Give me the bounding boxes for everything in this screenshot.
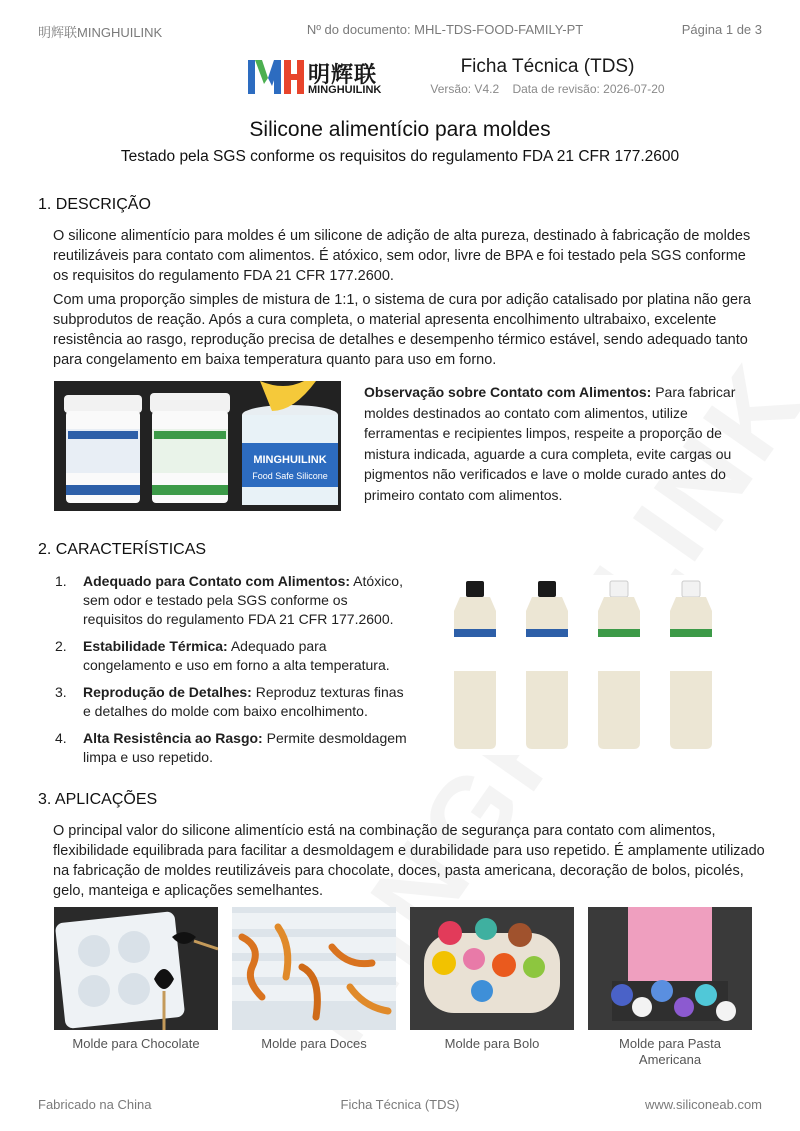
company-logo [246, 56, 386, 100]
section-heading-features: 2. CARACTERÍSTICAS [38, 541, 207, 558]
tds-meta [425, 82, 670, 96]
section-heading-applications: 3. APLICAÇÕES [38, 791, 158, 808]
application-card-candy [232, 907, 396, 1052]
logo-chinese-name: 明辉联 [308, 62, 378, 87]
application-card-cake [410, 907, 574, 1052]
feature-text: Atóxico, sem odor e testado pela SGS conforme os requisitos do regulamento FDA 21 CFR 177.2600. [83, 573, 403, 627]
document-number: Nº do documento: MHL-TDS-FOOD-FAMILY-PT [306, 22, 584, 37]
feature-text: Adequado para congelamento e uso em forno a alta temperatura. [83, 638, 390, 673]
features-list [55, 572, 410, 775]
card-caption: Molde para Chocolate [72, 1036, 200, 1051]
application-card-fondant [588, 907, 752, 1068]
feature-label: Alta Resistência ao Rasgo: [83, 730, 263, 746]
feature-number: 1. [55, 573, 67, 589]
applications-gallery [54, 907, 754, 1067]
footer-origin: Fabricado na China [38, 1097, 152, 1112]
jar-brand-label: MINGHUILINK [253, 454, 327, 466]
footer-doc-type: Ficha Técnica (TDS) [340, 1097, 460, 1112]
description-paragraph-2: Com uma proporção simples de mistura de 1:1, o sistema de cura por adição catalisado por platina não gera subprodutos de reação. Após a cura completa, o material apresenta encolhimento ultrabaixo, excelente resistência ao rasgo, reprodução precisa de detalhes e desempenho térmico estável, sendo adequado tanto para congelamento em baixa temperatura quanto para uso em forno. [53, 292, 751, 368]
note-label: Observação sobre Contato com Alimentos: [364, 384, 652, 400]
card-caption: Molde para Doces [261, 1036, 367, 1051]
card-caption: Molde para Pasta Americana [619, 1036, 721, 1067]
candy-mold-image [232, 907, 396, 1030]
note-text: Para fabricar moldes destinados ao contato com alimentos, utilize ferramentas e recipientes limpos, respeite a proporção de mistura indicada, aguarde a cura completa, evite cargas ou pigmentos não verificados e lave o molde curado antes do primeiro contato com alimentos. [364, 384, 736, 503]
logo-english-name: MINGHUILINK [308, 84, 382, 96]
tds-title: Ficha Técnica (TDS) [460, 56, 635, 77]
description-paragraph-1: O silicone alimentício para moldes é um silicone de adição de alta pureza, destinado à fabricação de moldes reutilizáveis para contato com alimentos. É atóxico, sem odor, livre de BPA e foi testado pela SGS conforme os requisitos do regulamento FDA 21 CFR 177.2600. [53, 228, 751, 284]
feature-number: 4. [55, 730, 67, 746]
product-jars-image [54, 381, 341, 511]
revision-date: Data de revisão: 2026-07-20 [512, 82, 665, 96]
feature-label: Adequado para Contato com Alimentos: [83, 573, 351, 589]
footer-website-link[interactable]: www.siliconeab.com [644, 1097, 762, 1112]
feature-label: Reprodução de Detalhes: [83, 684, 252, 700]
document-title: Silicone alimentício para moldes [249, 118, 551, 141]
chocolate-mold-image [54, 907, 218, 1030]
list-item [55, 729, 410, 767]
jar-sub-label: Food Safe Silicone [252, 471, 328, 481]
list-item [55, 572, 410, 629]
feature-number: 2. [55, 638, 67, 654]
applications-paragraph: O principal valor do silicone alimentício está na combinação de segurança para contato com alimentos, flexibilidade equilibrada para facilitar a desmoldagem e durabilidade para uso repetido. É amplamente utilizado na fabricação de moldes reutilizáveis para chocolate, doces, pasta americana, decoração de bolos, picolés, gelo, manteiga e aplicações semelhantes. [53, 823, 765, 899]
feature-label: Estabilidade Térmica: [83, 638, 228, 654]
header-brand: 明辉联MINGHUILINK [38, 25, 163, 40]
document-subtitle: Testado pela SGS conforme os requisitos do regulamento FDA 21 CFR 177.2600 [120, 148, 680, 165]
section-heading-description: 1. DESCRIÇÃO [38, 196, 151, 213]
feature-number: 3. [55, 684, 67, 700]
food-contact-note [364, 382, 764, 505]
card-caption: Molde para Bolo [444, 1036, 540, 1051]
logo-mark-icon [246, 56, 306, 98]
page-indicator: Página 1 de 3 [681, 22, 762, 37]
feature-text: Permite desmoldagem limpa e uso repetido. [83, 730, 407, 765]
product-bottles-image [440, 575, 740, 755]
version: Versão: V4.2 [430, 82, 500, 96]
application-card-chocolate [54, 907, 218, 1052]
feature-text: Reproduz texturas finas e detalhes do molde com baixo encolhimento. [83, 684, 404, 719]
fondant-mold-image [588, 907, 752, 1030]
cake-mold-image [410, 907, 574, 1030]
list-item [55, 683, 410, 721]
list-item [55, 637, 410, 675]
